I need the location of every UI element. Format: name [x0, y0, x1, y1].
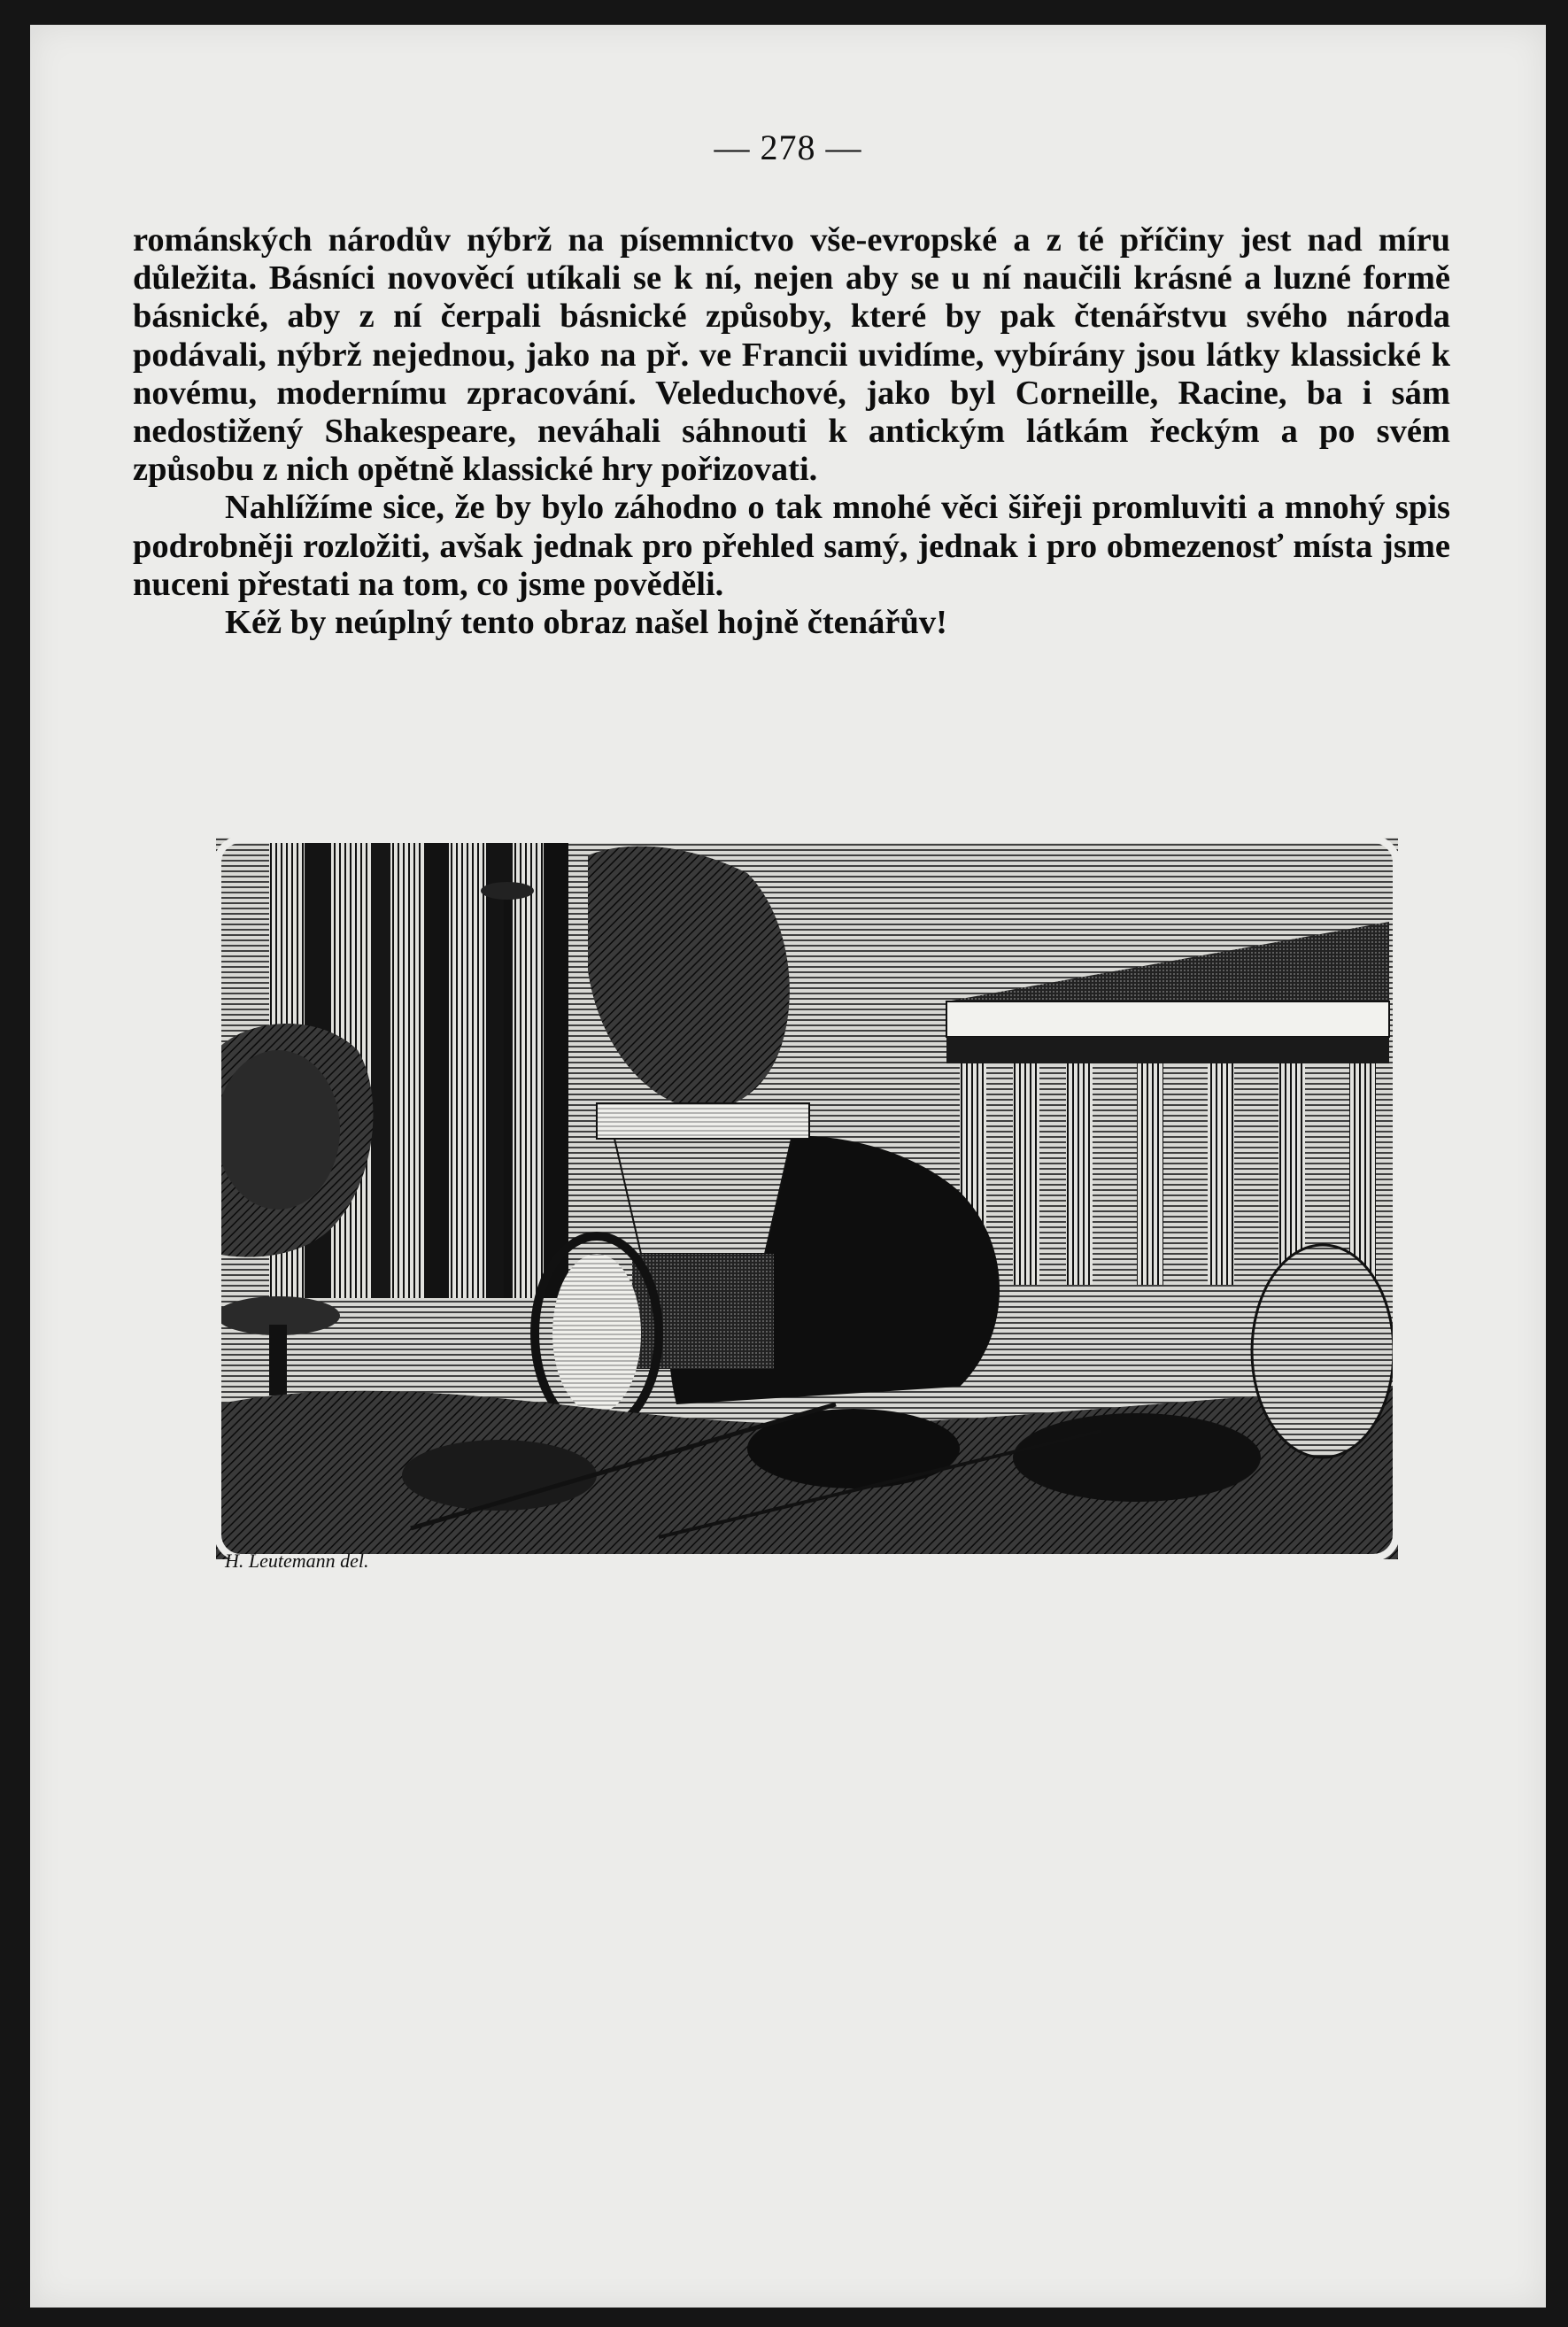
illustrator-signature: H. Leutemann del.: [225, 1550, 369, 1572]
paragraph-3: Kéž by neúplný tento obraz našel hojně čtenářův!: [225, 604, 947, 642]
paragraph-1: románských národův nýbrž na písemnictvo vše-evropské a z té příčiny jest nad míru důležita. Básníci novověcí utíkali se k ní, nejen aby se u ní naučili krásné a luzné formě básnické, aby z ní čerpali básnické způsoby, které by pak čtenářstvu svého národa podávali, nýbrž nejednou, jako na př. ve Francii uvidíme, vybírány jsou látky klassické k novému, modernímu zpracování. Veleduchové, jako byl Corneille, Racine, ba i sám nedostižený Shakespeare, neváhali sáhnouti k antickým látkám řeckým a po svém způsobu z nich opětně klassické hry pořizovati.: [133, 221, 1450, 489]
book-page: [30, 25, 1546, 2308]
body-text: [133, 221, 1450, 642]
paragraph-2: Nahlížíme sice, že by bylo záhodno o tak mnohé věci šiřeji promluviti a mnohý spis podrobněji rozložiti, avšak jednak pro přehled samý, jednak i pro obmezenosť místa jsme nuceni přestati na tom, co jsme pověděli.: [133, 489, 1450, 603]
engraving-illustration: [216, 838, 1398, 1559]
page-number: — 278 —: [714, 128, 862, 167]
